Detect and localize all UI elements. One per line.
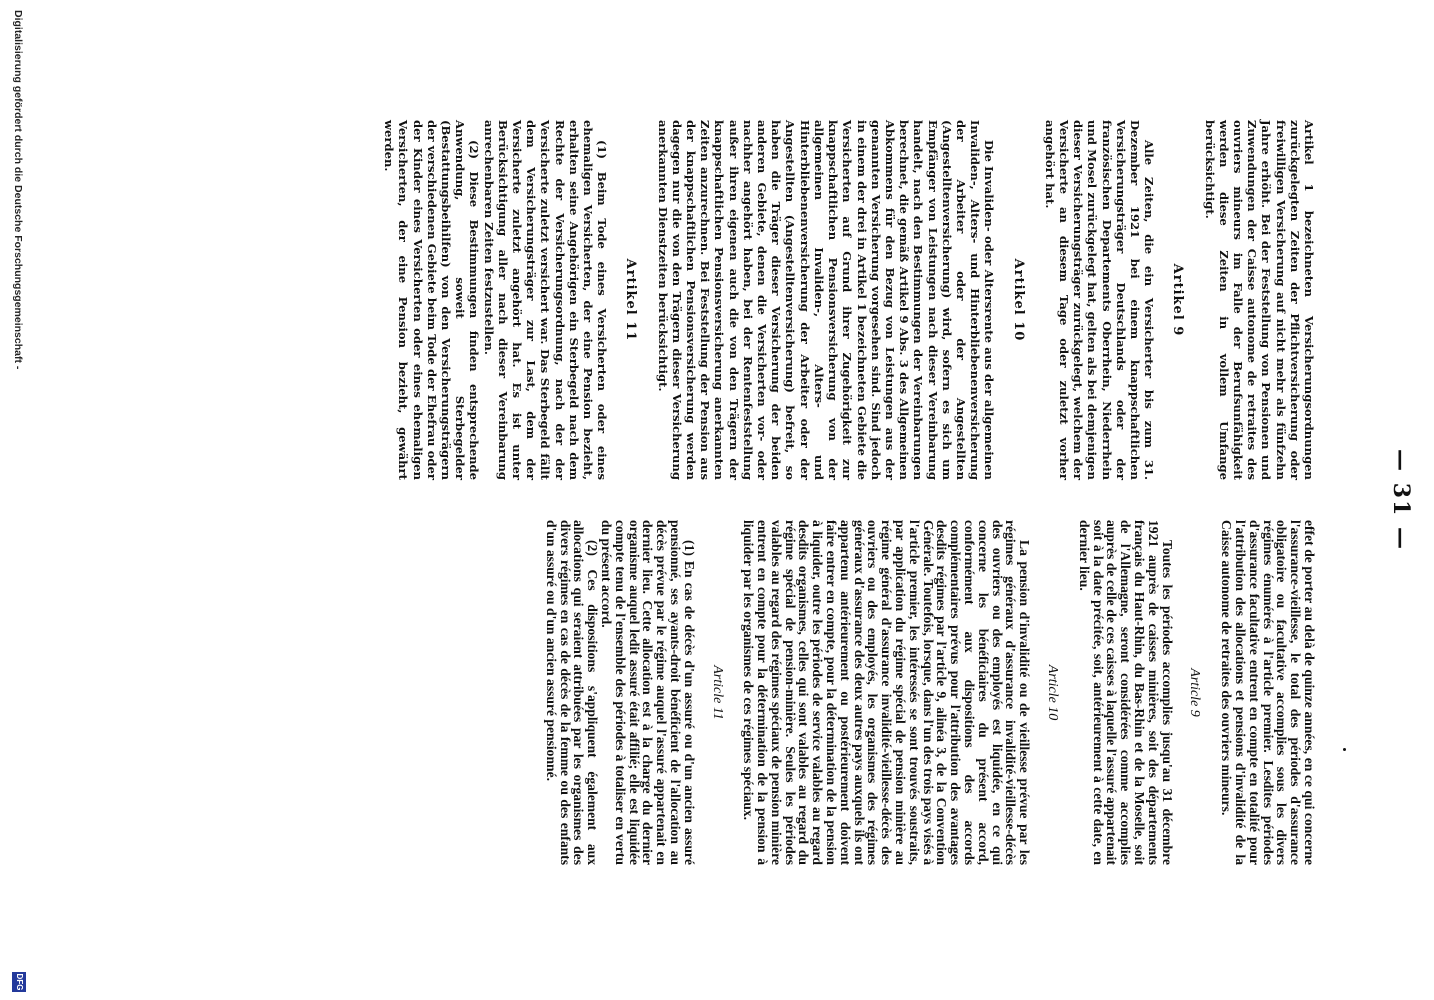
dfg-logo: DFG [12, 972, 26, 992]
french-article-9-heading: Article 9 [1187, 668, 1203, 717]
page-number: — 31 — [1388, 449, 1414, 551]
french-column [544, 520, 1316, 865]
french-article-10-heading: Article 10 [1045, 664, 1061, 721]
german-intro-paragraph: Artikel 1 bezeichneten Versicherungsordnungen zurückgelegten Zeiten der Pflichtversicherung oder freiwilligen Versicherung auf nicht mehr als fünfzehn Jahre erhöht. Bei der Feststellung von Pensionen und Zuwendungen der Caisse autonome de retraites des ouvriers mineurs im Falle der Berufsunfähigkeit werden diese Zeiten in vollem Umfange berücksichtigt. [1202, 120, 1316, 480]
french-intro-paragraph: effet de porter au delà de quinze années, en ce qui concerne l'assurance-vieillesse, le total des périodes d'assurance obligatoire ou facultative accomplies sous les divers régimes énumérés à l'article premier. Lesdites périodes d'assurance facultative entrent en compte en totalité pour l'attribution des allocations et pensions d'invalidité de la Caisse autonome de retraites des ouvriers mineurs. [1219, 520, 1317, 865]
german-article-10-heading: Artikel 10 [1010, 258, 1026, 342]
german-article-9-heading: Artikel 9 [1170, 263, 1186, 337]
ink-speck [1343, 748, 1346, 751]
french-article-11-heading: Article 11 [709, 665, 725, 720]
french-article-10-text: La pension d'invalidité ou de vieillesse prévue par les régimes généraux d'assurance invalidité-vieillesse-décès des ouvriers ou des employés est liquidée, en ce qui concerne les bénéficiaires du présent accord, conformément aux dispositions des accords complémentaires prévus pour l'attribution des avantages desdits régimes par l'article 9, alinéa 3, de la Convention Générale. Toutefois, lorsque, dans l'un des trois pays visés à l'article premier, les intéressés se sont trouvés soustraits, par application du régime spécial de pension minière au régime général d'assurance invalidité-vieillesse-décès des ouvriers ou des employés, les organismes des régimes généraux d'assurance des deux autres pays auxquels ils ont appartenu antérieurement ou postérieurement doivent faire entrer en compte, pour la détermination de la pension à liquider, outre les périodes de service valables au regard desdits organismes, celles qui sont valables au regard du régime spécial de pension-minière. Seules les périodes valables au regard des régimes spéciaux de pension minière entrent en compte pour la détermination de la pension à liquider par les organismes de ces régimes spéciaux. [741, 520, 1033, 865]
french-article-9-text: Toutes les périodes accomplies jusqu'au 31 décembre 1921 auprès de caisses minières, soit des départements français du Haut-Rhin, du Bas-Rhin et de la Moselle, soit de l'Allemagne, seront considérées comme accomplies auprès de celle de ces caisses à laquelle l'assuré appartenait soit à la date précitée, soit, antérieurement à cette date, en dernier lieu. [1076, 520, 1175, 865]
funding-notice: Digitalisierung gefördert durch die Deutsche Forschungsgemeinschaft - [12, 10, 24, 370]
french-article-11-para-1: (1) En cas de décès d'un assuré ou d'un ancien assuré pensionné, ses ayants-droit bénéficient de l'allocation au décès prévue par le régime auquel l'assuré appartenait en dernier lieu. Cette allocation est à la charge du dernier organisme auquel ledit assuré était affilié; elle est liquidée compte tenu de l'ensemble des périodes à totaliser en vertu du présent accord. [598, 520, 697, 865]
german-article-9-text: Alle Zeiten, die ein Versicherter bis zum 31. Dezember 1921 bei einem knappschaftlichen Versicherungsträger Deutschlands oder der französischen Departements Oberrhein, Niederrhein und Mosel zurückgelegt hat, gelten als bei demjenigen dieser Versicherungsträger zurückgelegt, welchem der Versicherte an diesem Tage oder zuletzt vorher angehört hat. [1042, 120, 1157, 480]
digitization-footer [4, 0, 28, 1000]
german-article-11-para-2: (2) Diese Bestimmungen finden entsprechende Anwendung, soweit Sterbegelder (Bestattungsbeihilfen) von den Versicherungsträgern der verschiedenen Gebiete beim Tode der Ehefrau oder der Kinder eines Versicherten oder eines ehemaligen Versicherten, der eine Pension bezieht, gewährt werden. [382, 120, 482, 480]
german-article-10-text: Die Invaliden- oder Altersrente aus der allgemeinen Invaliden-, Alters- und Hinterbliebenenversicherung der Arbeiter oder der Angestellten (Angestelltenversicherung) wird, sofern es sich um Empfänger von Leistungen nach dieser Vereinbarung handelt, nach den Bestimmungen der Vereinbarungen berechnet, die gemäß Artikel 9 Abs. 3 des Allgemeinen Abkommens für den Bezug von Leistungen aus der genannten Versicherung vorgesehen sind. Sind jedoch in einem der drei in Artikel 1 bezeichneten Gebiete die Versicherten auf Grund ihrer Zugehörigkeit zur knappschaftlichen Pensionsversicherung von der allgemeinen Invaliden-, Alters- und Hinterbliebenenversicherung der Arbeiter oder der Angestellten (Angestelltenversicherung) befreit, so haben die Träger dieser Versicherung der beiden anderen Gebiete, denen die Versicherten vor- oder nachher angehört haben, bei der Rentenfeststellung außer ihren eigenen auch die von den Trägern der knappschaftlichen Pensionsversicherung anerkannten Zeiten anzurechnen. Bei Feststellung der Pension aus der knappschaftlichen Pensionsversicherung werden dagegen nur die von den Trägern dieser Versicherung anerkannten Dienstzeiten berücksichtigt. [655, 120, 997, 480]
german-column [382, 120, 1316, 480]
german-article-11-heading: Artikel 11 [623, 258, 639, 342]
french-article-11-para-2: (2) Ces dispositions s'appliquent également aux allocations qui seraient attribuées par les organismes des divers régimes en cas de décès de la femme ou des enfants d'un assuré ou d'un ancien assuré pensionné. [543, 520, 601, 865]
german-article-11-para-1: (1) Beim Tode eines Versicherten oder eines ehemaligen Versicherten, der eine Pension bezieht, erhalten seine Angehörigen ein Sterbegeld nach dem Rechte der Versicherungsordnung, nach der der Versicherte zuletzt versichert war. Das Sterbegeld fällt dem Versicherungsträger zur Last, dem der Versicherte zuletzt angehört hat. Es ist unter Berücksichtigung aller nach dieser Vereinbarung anrechenbaren Zeiten festzustellen. [481, 120, 610, 480]
